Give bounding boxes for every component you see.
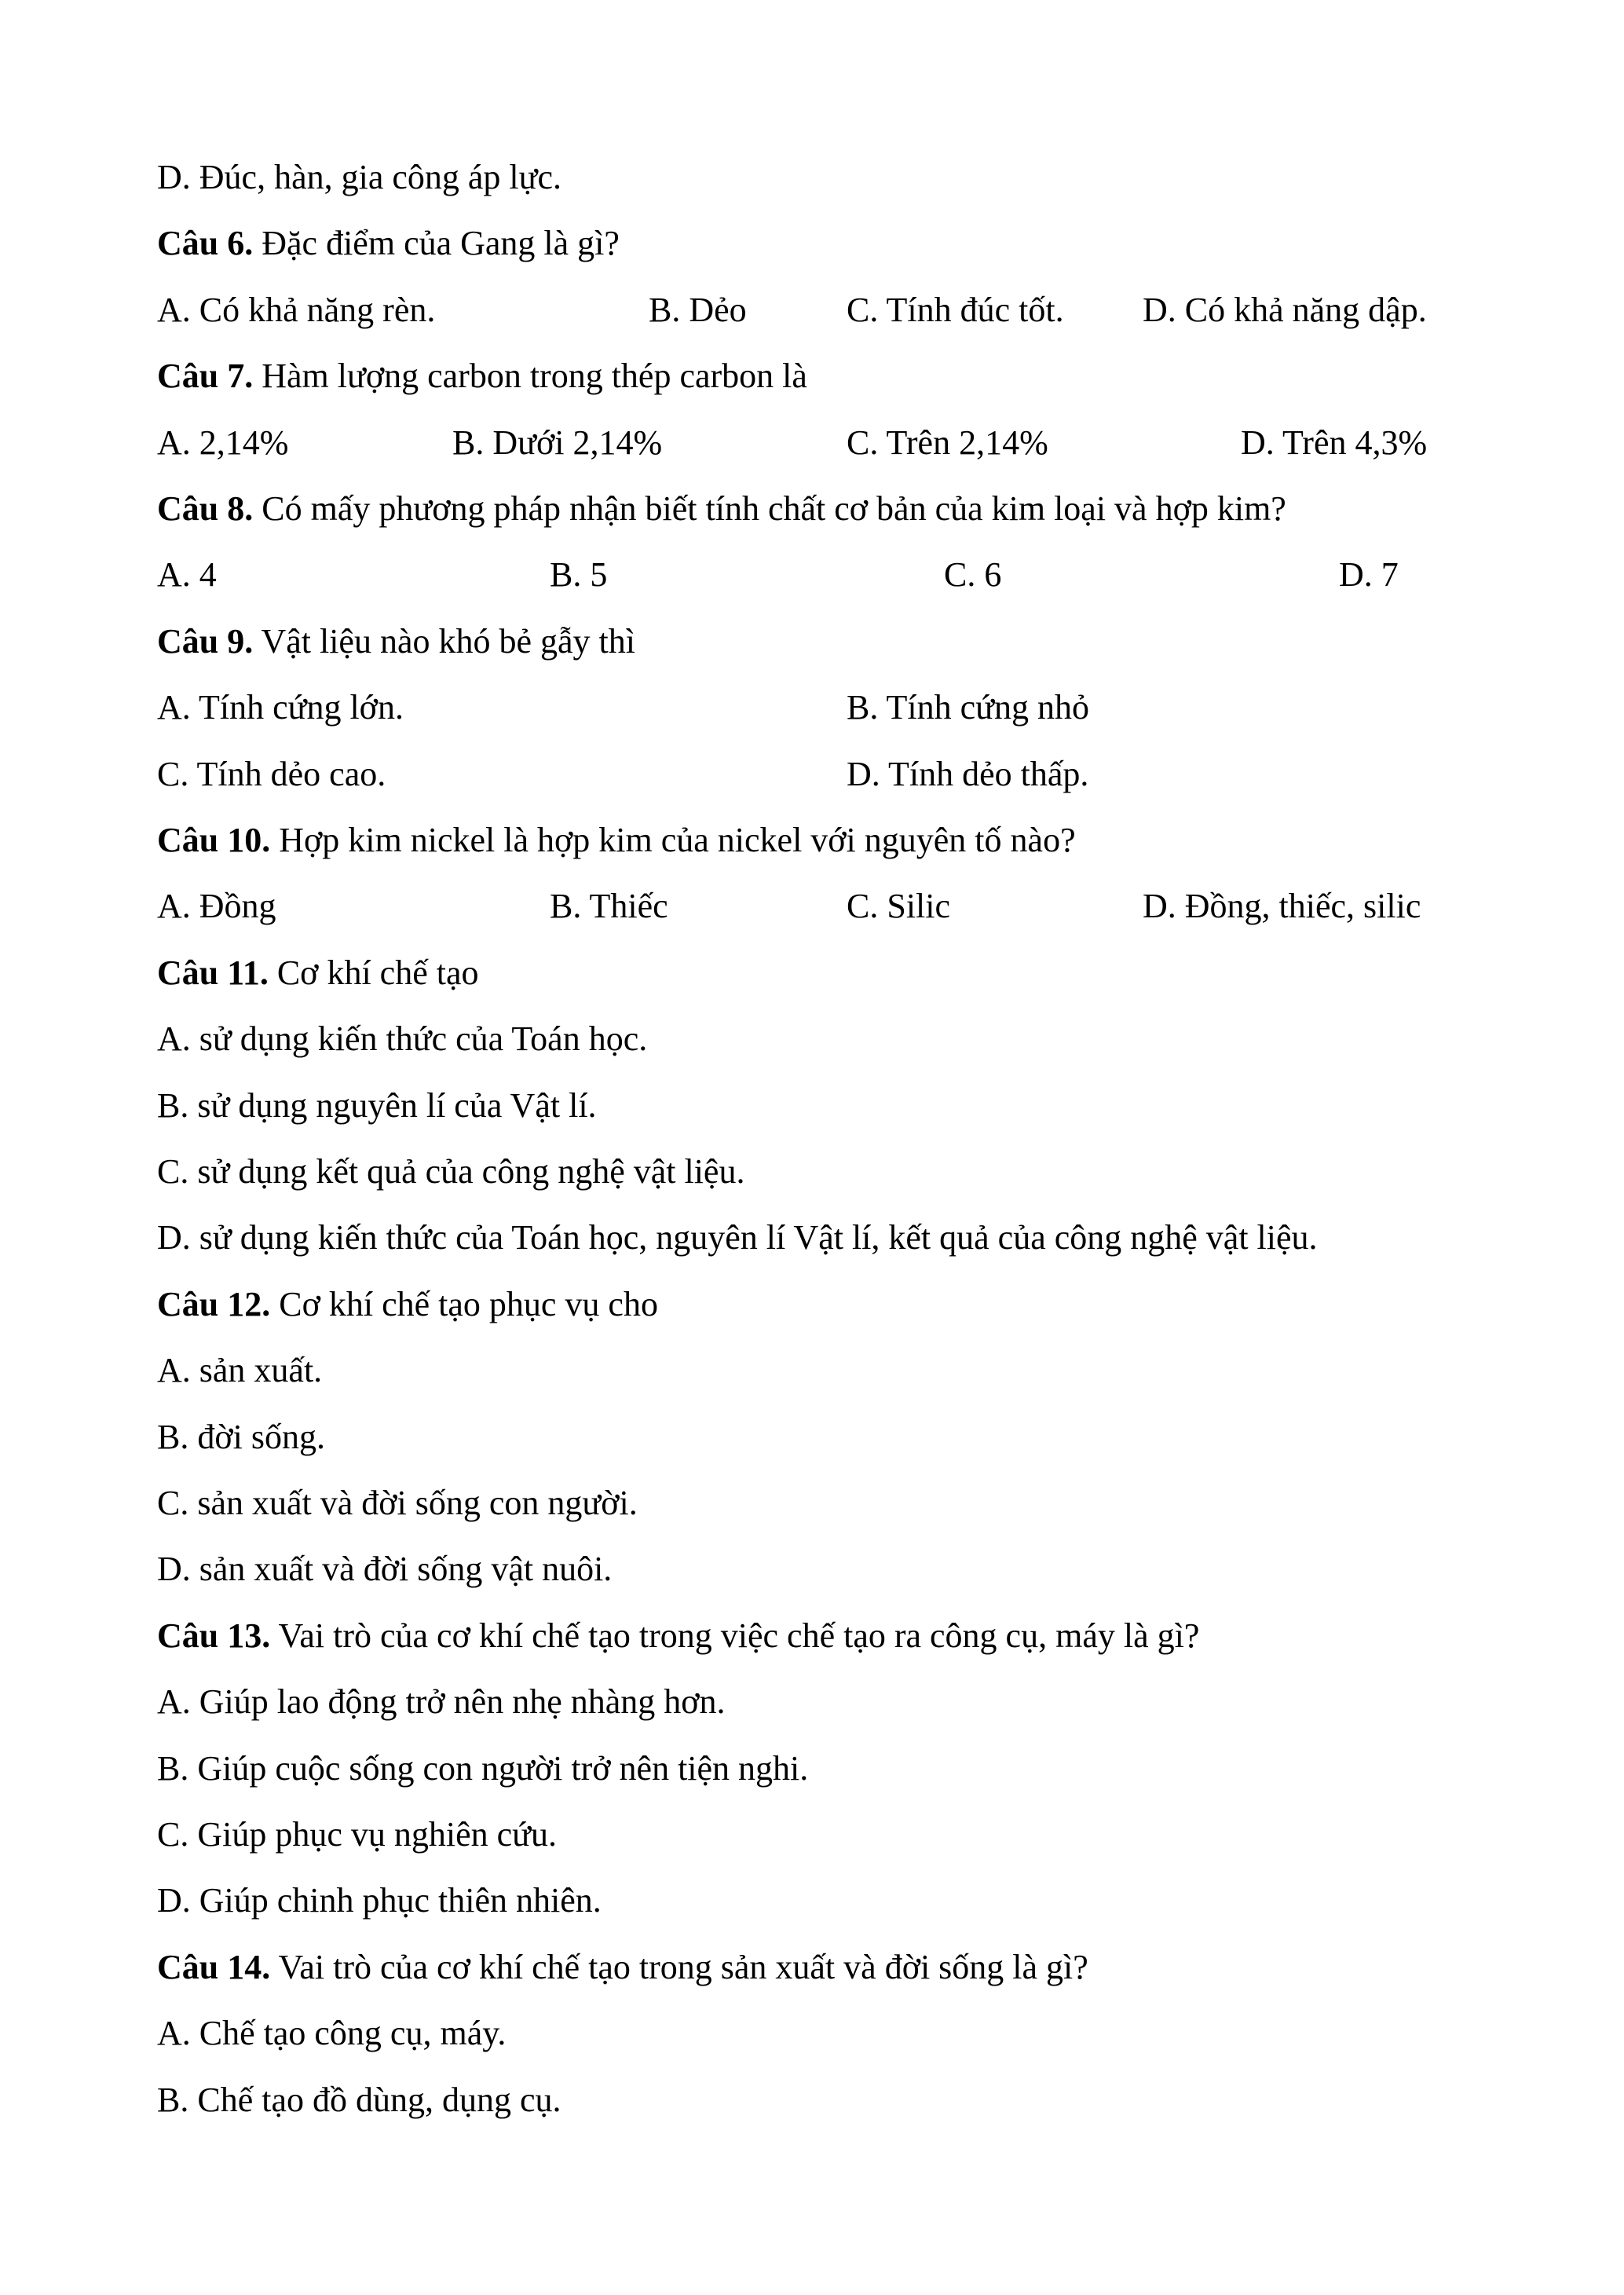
answer-options-line [0, 683, 1624, 733]
question-text [157, 815, 1076, 866]
answer-option: C. Giúp phục vụ nghiên cứu. [157, 1815, 558, 1854]
question-number: Câu 8. [157, 489, 254, 528]
answer-option: B. đời sống. [157, 1417, 325, 1456]
answer-option: D. Tính dẻo thấp. [847, 754, 1089, 793]
question-prompt: Hàm lượng carbon trong thép carbon là [253, 357, 807, 396]
answer-options-line [0, 1014, 1624, 1064]
question-text [157, 948, 478, 998]
question-text [157, 218, 620, 269]
answer-options-line [0, 2075, 1624, 2125]
answer-option: D. sản xuất và đời sống vật nuôi. [157, 1550, 613, 1589]
question-number: Câu 12. [157, 1284, 271, 1323]
question-text [157, 1279, 658, 1330]
answer-option: A. Tính cứng lớn. [157, 688, 404, 727]
answer-option: D. sử dụng kiến thức của Toán học, nguyên lí Vật lí, kết quả của công nghệ vật liệu. [157, 1218, 1318, 1257]
answer-options-line [0, 1478, 1624, 1528]
answer-option: C. Silic [847, 887, 951, 926]
question-number: Câu 6. [157, 224, 254, 263]
answer-option: D. Có khả năng dập. [1143, 290, 1427, 329]
answer-options-line [0, 1544, 1624, 1594]
answer-options-line [0, 1081, 1624, 1131]
answer-option: A. 4 [157, 555, 217, 595]
question-text [157, 1942, 1088, 1993]
question-line [0, 617, 1624, 667]
question-prompt: Cơ khí chế tạo [268, 953, 479, 992]
answer-options-line [0, 1345, 1624, 1396]
question-line [0, 351, 1624, 401]
answer-option: B. 5 [550, 555, 608, 595]
question-prompt: Cơ khí chế tạo phục vụ cho [270, 1284, 658, 1323]
answer-options-line [0, 1677, 1624, 1727]
answer-option: C. Tính dẻo cao. [157, 754, 386, 793]
answer-options-line [0, 1412, 1624, 1462]
question-line [0, 948, 1624, 998]
question-line [0, 1279, 1624, 1330]
answer-options-line [0, 550, 1624, 600]
question-line [0, 218, 1624, 269]
question-text [157, 1611, 1199, 1661]
answer-options-line [0, 418, 1624, 468]
question-text [157, 617, 635, 667]
answer-option: A. 2,14% [157, 423, 289, 462]
question-line [0, 484, 1624, 534]
answer-options-line [0, 152, 1624, 203]
question-number: Câu 13. [157, 1616, 271, 1655]
answer-option: D. Đồng, thiếc, silic [1143, 887, 1421, 926]
question-prompt: Đặc điểm của Gang là gì? [253, 224, 620, 263]
question-number: Câu 7. [157, 357, 254, 396]
question-number: Câu 9. [157, 621, 254, 661]
answer-options-line [0, 1744, 1624, 1794]
answer-options-line [0, 749, 1624, 800]
question-prompt: Vai trò của cơ khí chế tạo trong sản xuất và đời sống là gì? [270, 1947, 1088, 1986]
answer-options-line [0, 1810, 1624, 1860]
answer-option: A. Có khả năng rèn. [157, 290, 436, 329]
answer-option: C. sản xuất và đời sống con người. [157, 1484, 638, 1522]
answer-option: C. Tính đúc tốt. [847, 290, 1064, 329]
question-prompt: Có mấy phương pháp nhận biết tính chất cơ bản của kim loại và hợp kim? [253, 489, 1286, 528]
answer-option: D. Trên 4,3% [1241, 423, 1428, 462]
answer-options-line [0, 2008, 1624, 2059]
answer-option: C. Trên 2,14% [847, 423, 1048, 462]
question-line [0, 1611, 1624, 1661]
question-number: Câu 14. [157, 1947, 271, 1986]
answer-option: B. Giúp cuộc sống con người trở nên tiện nghi. [157, 1748, 809, 1788]
answer-option: C. 6 [944, 555, 1002, 595]
question-prompt: Hợp kim nickel là hợp kim của nickel với nguyên tố nào? [270, 821, 1076, 859]
question-prompt: Vật liệu nào khó bẻ gẫy thì [253, 621, 635, 661]
answer-option: B. Tính cứng nhỏ [847, 688, 1090, 727]
answer-options-line [0, 881, 1624, 932]
answer-option: B. Chế tạo đồ dùng, dụng cụ. [157, 2080, 561, 2119]
answer-option: D. Giúp chinh phục thiên nhiên. [157, 1881, 602, 1920]
question-text [157, 351, 807, 401]
answer-option: A. sử dụng kiến thức của Toán học. [157, 1019, 648, 1059]
question-text [157, 484, 1286, 534]
question-number: Câu 11. [157, 953, 269, 992]
answer-options-line [0, 285, 1624, 335]
answer-option: A. Đồng [157, 887, 276, 926]
answer-option: C. sử dụng kết quả của công nghệ vật liệu. [157, 1152, 745, 1191]
answer-option: A. Giúp lao động trở nên nhẹ nhàng hơn. [157, 1682, 726, 1722]
question-line [0, 815, 1624, 866]
answer-option: D. 7 [1339, 555, 1399, 595]
answer-option: B. Dưới 2,14% [452, 423, 663, 462]
answer-option: B. sử dụng nguyên lí của Vật lí. [157, 1085, 597, 1125]
question-number: Câu 10. [157, 821, 271, 859]
answer-options-line [0, 1213, 1624, 1263]
question-line [0, 1942, 1624, 1993]
answer-option: A. Chế tạo công cụ, máy. [157, 2014, 507, 2053]
question-prompt: Vai trò của cơ khí chế tạo trong việc chế tạo ra công cụ, máy là gì? [270, 1616, 1200, 1655]
answer-options-line [0, 1876, 1624, 1926]
answer-option: B. Dẻo [649, 290, 747, 329]
answer-option: A. sản xuất. [157, 1351, 323, 1390]
answer-option: D. Đúc, hàn, gia công áp lực. [157, 158, 562, 196]
answer-options-line [0, 1147, 1624, 1197]
answer-option: B. Thiếc [550, 887, 668, 926]
